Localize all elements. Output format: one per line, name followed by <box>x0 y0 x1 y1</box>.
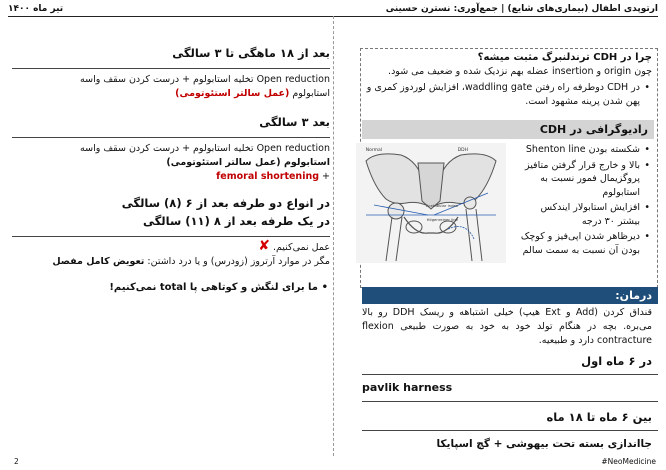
age-6-to-18-months: بین ۶ ماه تا ۱۸ ماه <box>546 410 652 424</box>
sec-bilateral-title: در انواع دو طرفه بعد از ۶ (۸) سالگی <box>121 196 330 210</box>
radiology-bullets <box>516 143 652 257</box>
sec-18m-3y-line1: Open reduction تخلیه استابولوم + درست کردن سقف واسه <box>80 74 330 85</box>
sec-18m-3y-line2: استابولوم (عمل سالتر استئوتومی) <box>175 88 330 99</box>
red-x-icon: ✘ <box>258 238 270 254</box>
divider <box>12 68 330 69</box>
xray-label-acetabular: Acetabular index <box>425 203 458 208</box>
treatment-text: قنداق کردن (Add و Ext هیپ) خیلی اشتباهه و ریسک DDH رو بالا می‌بره. بچه در هنگام تولد خود به خود به صورت طبیعی flexion contracture دارد و طبیعیه. <box>362 307 652 346</box>
sec-after-3y-line1: Open reduction تخلیه استابولوم + درست کردن سقف واسه <box>80 143 330 154</box>
radiology-title: رادیوگرافی در CDH <box>362 120 654 139</box>
page-number: 2 <box>14 457 19 466</box>
header-title: ارتوپدی اطفال (بیماری‌های شایع) | جمع‌آوری: نسترن حسینی <box>385 4 658 14</box>
left-column <box>12 44 330 295</box>
sec-18m-3y-title: بعد از ۱۸ ماهگی تا ۳ سالگی <box>172 46 330 60</box>
radiology-section <box>362 143 652 263</box>
sec-after-3y-line3: + femoral shortening <box>216 171 330 182</box>
radiology-bullet: • شکسته بودن Shenton line <box>516 143 652 157</box>
divider <box>12 137 330 138</box>
header-date: تیر ماه ۱۴۰۰ <box>8 4 64 14</box>
right-column <box>362 51 652 453</box>
total-hip-note: • ما برای لنگش و کوتاهی پا total نمی‌کنیم! <box>12 281 330 295</box>
sec-after-3y-line2: استابولوم (عمل سالتر استئوتومی) <box>166 157 330 168</box>
age-first-6-months: در ۶ ماه اول <box>581 354 652 368</box>
column-divider <box>333 16 334 456</box>
radiology-bullet: • بالا و خارج قرار گرفتن متافیز پروگزیمال فمور نسبت به استابولوم <box>516 159 652 200</box>
bilateral-cdh-bullet: • در CDH دوطرفه راه رفتن waddling gate، افزایش لوردوز کمری و پهن شدن پرینه مشهود است. <box>362 81 652 108</box>
xray-label-ddh: DDH <box>457 148 468 153</box>
radiology-bullet: • افزایش استابولار ایندکس بیشتر ۳۰ درجه <box>516 201 652 228</box>
sec-after-3y-title: بعد ۳ سالگی <box>259 115 330 129</box>
xray-label-normal: Normal <box>365 148 382 153</box>
divider <box>362 401 658 402</box>
no-surgery-line: عمل نمی‌کنیم. ✘ <box>258 238 330 254</box>
footer-tag: #NeoMedicine <box>601 457 656 466</box>
divider <box>12 236 330 237</box>
sec-unilateral-title: در یک طرفه بعد از ۸ (۱۱) سالگی <box>142 214 330 228</box>
pelvis-xray-image <box>356 143 506 263</box>
trendelenburg-answer: چون origin و insertion عضله بهم نزدیک شده و ضعیف می شود. <box>388 66 652 77</box>
exception-line: مگر در موارد آرتروز (زودرس) و یا درد داشتن: تعویض کامل مفصل <box>52 256 330 267</box>
treatment-title: درمان: <box>362 287 658 304</box>
trendelenburg-question: چرا در CDH ترندلنبرگ مثبت میشه؟ <box>477 52 652 63</box>
pavlik-harness: pavlik harness <box>362 381 453 394</box>
xray-label-hilgenreiner: Hilgenreiner line <box>426 217 458 222</box>
divider <box>362 430 658 431</box>
divider <box>362 374 658 375</box>
radiology-bullet: • دیرظاهر شدن اپی‌فیز و کوچک بودن آن نسبت به سمت سالم <box>516 230 652 257</box>
closed-reduction-text: جااندازی بسته تحت بیهوشی + گچ اسپایکا <box>436 438 652 450</box>
